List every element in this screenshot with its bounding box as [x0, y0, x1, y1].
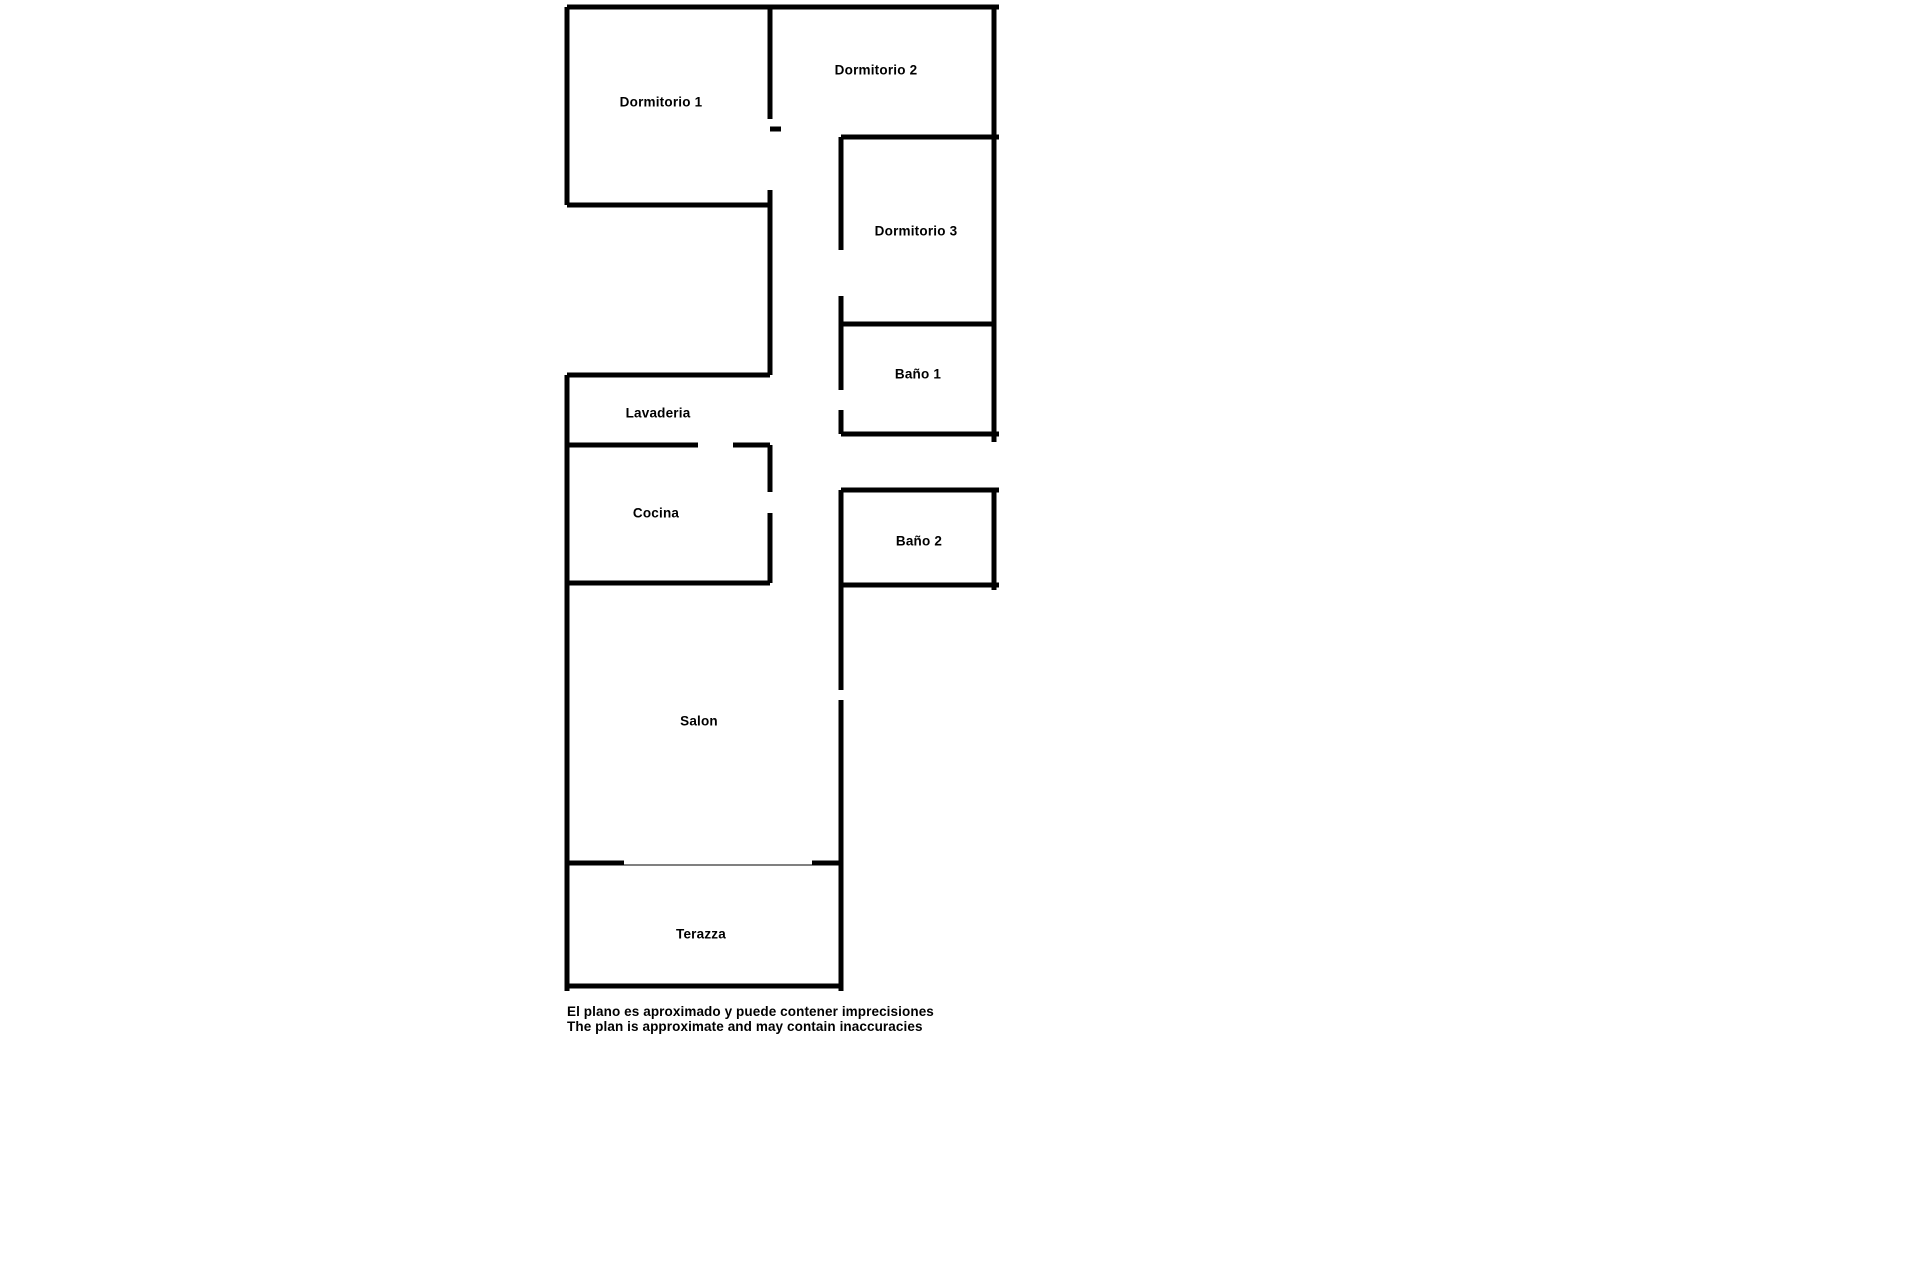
room-label-cocina: Cocina	[632, 505, 680, 521]
disclaimer-text-es: El plano es aproximado y puede contener imprecisiones	[567, 1004, 934, 1019]
room-label-bano-2: Baño 2	[895, 533, 943, 549]
room-label-terazza: Terazza	[676, 926, 726, 942]
disclaimer-text-en: The plan is approximate and may contain inaccuracies	[567, 1019, 923, 1034]
room-label-bano-1: Baño 1	[894, 366, 942, 382]
room-label-dormitorio-2: Dormitorio 2	[834, 62, 918, 78]
room-label-dormitorio-3: Dormitorio 3	[874, 223, 958, 239]
room-label-salon: Salon	[680, 713, 718, 729]
room-label-lavaderia: Lavaderia	[625, 405, 691, 421]
room-label-dormitorio-1: Dormitorio 1	[619, 94, 703, 110]
